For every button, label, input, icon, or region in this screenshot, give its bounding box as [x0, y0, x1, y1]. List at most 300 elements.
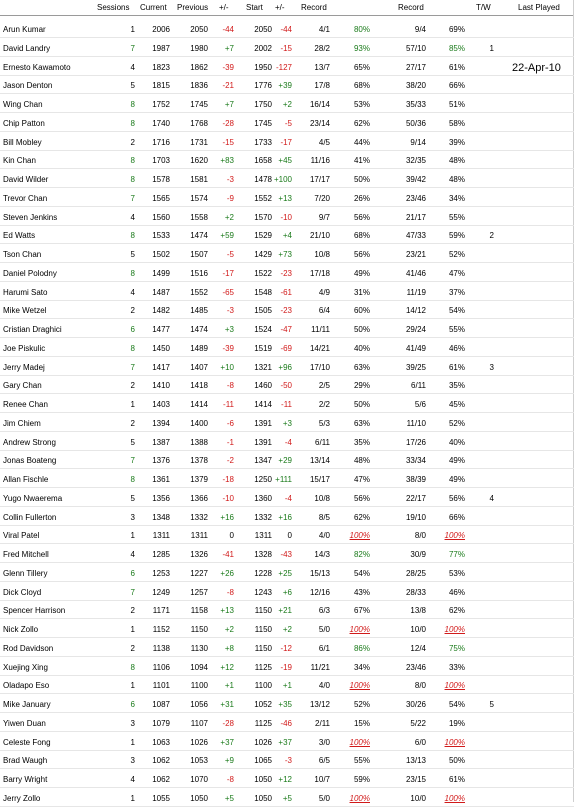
- session-percent-cell: 56%: [353, 212, 370, 222]
- delta-start-cell: -12: [280, 643, 292, 653]
- session-record-cell: 4/0: [318, 681, 330, 691]
- delta-previous-cell: +37: [220, 737, 234, 747]
- current-rating-cell: 1101: [152, 681, 170, 691]
- player-name: Glenn Tillery: [3, 568, 48, 578]
- start-rating-cell: 1391: [254, 437, 272, 447]
- sessions-cell: 2: [130, 606, 135, 616]
- current-rating-cell: 1311: [152, 531, 170, 541]
- header-divider: [0, 15, 574, 16]
- session-percent-cell: 56%: [353, 250, 370, 259]
- session-record-cell: 5/0: [318, 793, 330, 803]
- start-rating-cell: 1065: [254, 756, 272, 766]
- delta-previous-cell: +5: [224, 793, 234, 803]
- session-percent-cell: 100%: [349, 681, 370, 691]
- total-percent-cell: 100%: [444, 681, 465, 691]
- previous-rating-cell: 1257: [190, 587, 208, 597]
- session-percent-cell: 34%: [353, 662, 370, 672]
- delta-previous-cell: -8: [226, 775, 234, 784]
- start-rating-cell: 1524: [254, 325, 272, 334]
- delta-previous-cell: +16: [220, 512, 234, 522]
- delta-start-cell: +25: [278, 568, 292, 578]
- delta-previous-cell: -3: [226, 175, 234, 184]
- session-percent-cell: 50%: [353, 175, 370, 184]
- total-record-cell: 38/39: [405, 475, 426, 484]
- start-rating-cell: 1505: [254, 306, 272, 316]
- total-record-cell: 41/49: [405, 343, 426, 353]
- session-percent-cell: 52%: [353, 700, 370, 709]
- tw-cell: 2: [489, 231, 494, 241]
- delta-start-cell: -47: [280, 325, 292, 334]
- start-rating-cell: 1478: [254, 175, 272, 184]
- player-name: Brad Waugh: [3, 756, 48, 766]
- session-percent-cell: 60%: [353, 306, 370, 316]
- session-percent-cell: 54%: [353, 568, 370, 578]
- start-rating-cell: 1570: [254, 212, 272, 222]
- player-name: Wing Chan: [3, 100, 43, 109]
- start-rating-cell: 1332: [254, 512, 272, 522]
- start-rating-cell: 1321: [254, 362, 272, 372]
- table-row: [0, 76, 574, 94]
- player-name: Steven Jenkins: [3, 212, 58, 222]
- table-row: [0, 751, 574, 769]
- sessions-cell: 2: [130, 137, 135, 147]
- session-record-cell: 16/14: [309, 100, 330, 109]
- table-row: [0, 714, 574, 732]
- delta-start-cell: -61: [280, 287, 292, 297]
- delta-start-cell: +1: [282, 681, 292, 691]
- player-name: Allan Fischle: [3, 475, 49, 484]
- current-rating-cell: 1533: [152, 231, 170, 241]
- table-row: [0, 564, 574, 582]
- session-record-cell: 21/10: [309, 231, 330, 241]
- session-percent-cell: 82%: [353, 550, 370, 559]
- table-row: [0, 20, 574, 38]
- player-name: Tson Chan: [3, 250, 42, 259]
- current-rating-cell: 2006: [152, 25, 170, 34]
- current-rating-cell: 1394: [152, 418, 170, 428]
- table-row: [0, 320, 574, 338]
- session-record-cell: 2/5: [318, 381, 330, 391]
- delta-previous-cell: +1: [224, 681, 234, 691]
- total-percent-cell: 77%: [448, 550, 465, 559]
- delta-start-cell: -4: [284, 493, 292, 503]
- session-record-cell: 4/9: [318, 287, 330, 297]
- sessions-cell: 5: [130, 437, 135, 447]
- delta-start-cell: -23: [280, 268, 292, 278]
- delta-previous-cell: 0: [229, 531, 234, 541]
- delta-start-cell: -50: [280, 381, 292, 391]
- table-row: [0, 470, 574, 488]
- last-played-date: 22-Apr-10: [512, 62, 561, 74]
- session-percent-cell: 62%: [353, 118, 370, 128]
- start-rating-cell: 1460: [254, 381, 272, 391]
- delta-start-cell: -19: [280, 662, 292, 672]
- delta-start-cell: 0: [287, 531, 292, 541]
- delta-previous-cell: -21: [222, 81, 234, 91]
- player-name: Harumi Sato: [3, 287, 48, 297]
- delta-start-cell: -69: [280, 343, 292, 353]
- current-rating-cell: 1752: [152, 100, 170, 109]
- previous-rating-cell: 2050: [190, 25, 208, 34]
- tw-cell: 1: [489, 43, 494, 53]
- total-record-cell: 30/26: [405, 700, 426, 709]
- previous-rating-cell: 1366: [190, 493, 208, 503]
- sessions-cell: 7: [130, 456, 135, 466]
- header-current: Current: [140, 3, 167, 12]
- sessions-cell: 8: [130, 343, 135, 353]
- sessions-cell: 3: [130, 512, 135, 522]
- delta-previous-cell: -39: [222, 343, 234, 353]
- previous-rating-cell: 1070: [190, 775, 208, 784]
- player-name: Mike January: [3, 700, 51, 709]
- player-name: Yiwen Duan: [3, 718, 46, 728]
- current-rating-cell: 1063: [152, 737, 170, 747]
- total-record-cell: 14/12: [405, 306, 426, 316]
- current-rating-cell: 1716: [152, 137, 170, 147]
- player-name: Mike Wetzel: [3, 306, 47, 316]
- table-row: [0, 376, 574, 394]
- start-rating-cell: 1250: [254, 475, 272, 484]
- sessions-cell: 2: [130, 643, 135, 653]
- session-percent-cell: 59%: [353, 775, 370, 784]
- total-record-cell: 33/34: [405, 456, 426, 466]
- previous-rating-cell: 1414: [190, 400, 208, 409]
- current-rating-cell: 1740: [152, 118, 170, 128]
- delta-start-cell: -15: [280, 43, 292, 53]
- player-name: Chip Patton: [3, 118, 45, 128]
- total-percent-cell: 54%: [448, 700, 465, 709]
- session-percent-cell: 63%: [353, 418, 370, 428]
- session-percent-cell: 56%: [353, 493, 370, 503]
- total-percent-cell: 85%: [448, 43, 465, 53]
- table-row: [0, 508, 574, 526]
- previous-rating-cell: 1227: [190, 568, 208, 578]
- previous-rating-cell: 1836: [190, 81, 208, 91]
- delta-previous-cell: +59: [220, 231, 234, 241]
- sessions-cell: 1: [130, 400, 135, 409]
- current-rating-cell: 1450: [152, 343, 170, 353]
- total-percent-cell: 100%: [444, 793, 465, 803]
- session-record-cell: 6/5: [318, 756, 330, 766]
- sessions-cell: 4: [130, 287, 135, 297]
- sessions-cell: 1: [130, 737, 135, 747]
- player-name: Jerry Zollo: [3, 793, 41, 803]
- table-row: [0, 114, 574, 132]
- delta-previous-cell: +3: [224, 325, 234, 334]
- total-record-cell: 30/9: [410, 550, 426, 559]
- current-rating-cell: 1487: [152, 287, 170, 297]
- sessions-cell: 4: [130, 775, 135, 784]
- delta-start-cell: -17: [280, 137, 292, 147]
- sessions-cell: 8: [130, 175, 135, 184]
- total-record-cell: 28/25: [405, 568, 426, 578]
- current-rating-cell: 1502: [152, 250, 170, 259]
- previous-rating-cell: 1379: [190, 475, 208, 484]
- total-percent-cell: 56%: [448, 493, 465, 503]
- table-row: [0, 733, 574, 751]
- delta-previous-cell: +13: [220, 606, 234, 616]
- previous-rating-cell: 1378: [190, 456, 208, 466]
- delta-start-cell: +3: [282, 418, 292, 428]
- header-record-total: Record: [398, 3, 424, 12]
- sessions-cell: 8: [130, 268, 135, 278]
- table-row: [0, 226, 574, 244]
- delta-start-cell: -46: [280, 718, 292, 728]
- delta-previous-cell: +31: [220, 700, 234, 709]
- total-record-cell: 23/46: [405, 193, 426, 203]
- sessions-cell: 8: [130, 100, 135, 109]
- previous-rating-cell: 1107: [190, 718, 208, 728]
- previous-rating-cell: 1558: [190, 212, 208, 222]
- total-percent-cell: 34%: [448, 193, 465, 203]
- delta-start-cell: +45: [278, 156, 292, 166]
- start-rating-cell: 1050: [254, 775, 272, 784]
- session-record-cell: 4/1: [318, 25, 330, 34]
- player-name: Celeste Fong: [3, 737, 51, 747]
- player-name: Collin Fullerton: [3, 512, 57, 522]
- previous-rating-cell: 1768: [190, 118, 208, 128]
- total-percent-cell: 52%: [448, 418, 465, 428]
- total-record-cell: 23/15: [405, 775, 426, 784]
- session-percent-cell: 86%: [353, 643, 370, 653]
- session-record-cell: 7/20: [314, 193, 330, 203]
- previous-rating-cell: 1474: [190, 231, 208, 241]
- total-record-cell: 23/46: [405, 662, 426, 672]
- player-name: Cristian Draghici: [3, 325, 62, 334]
- total-record-cell: 9/14: [410, 137, 426, 147]
- delta-previous-cell: -15: [222, 137, 234, 147]
- start-rating-cell: 1548: [254, 287, 272, 297]
- start-rating-cell: 1125: [254, 662, 272, 672]
- current-rating-cell: 1987: [152, 43, 170, 53]
- start-rating-cell: 1391: [254, 418, 272, 428]
- delta-start-cell: +73: [278, 250, 292, 259]
- current-rating-cell: 1477: [152, 325, 170, 334]
- total-record-cell: 6/0: [414, 737, 426, 747]
- start-rating-cell: 1414: [254, 400, 272, 409]
- previous-rating-cell: 1056: [190, 700, 208, 709]
- session-percent-cell: 35%: [353, 437, 370, 447]
- session-record-cell: 28/2: [314, 43, 330, 53]
- total-record-cell: 8/0: [414, 531, 426, 541]
- current-rating-cell: 1578: [152, 175, 170, 184]
- total-record-cell: 11/10: [406, 418, 426, 428]
- session-percent-cell: 31%: [353, 287, 370, 297]
- delta-start-cell: +16: [278, 512, 292, 522]
- current-rating-cell: 1387: [152, 437, 170, 447]
- total-percent-cell: 69%: [448, 25, 465, 34]
- table-row: [0, 95, 574, 113]
- sessions-cell: 1: [130, 25, 135, 34]
- player-name: Arun Kumar: [3, 25, 46, 34]
- session-record-cell: 10/8: [314, 493, 330, 503]
- delta-start-cell: +4: [282, 231, 292, 241]
- total-percent-cell: 47%: [448, 268, 465, 278]
- current-rating-cell: 1152: [152, 625, 170, 634]
- previous-rating-cell: 1332: [190, 512, 208, 522]
- player-name: David Wilder: [3, 175, 49, 184]
- session-percent-cell: 50%: [353, 325, 370, 334]
- sessions-cell: 8: [130, 156, 135, 166]
- total-record-cell: 35/33: [405, 100, 426, 109]
- total-record-cell: 38/20: [405, 81, 426, 91]
- previous-rating-cell: 1980: [190, 43, 208, 53]
- delta-previous-cell: -65: [222, 287, 234, 297]
- start-rating-cell: 2050: [254, 25, 272, 34]
- player-name: Jonas Boateng: [3, 456, 57, 466]
- sessions-cell: 7: [130, 193, 135, 203]
- delta-start-cell: +13: [278, 193, 292, 203]
- session-percent-cell: 50%: [353, 400, 370, 409]
- previous-rating-cell: 1574: [190, 193, 208, 203]
- total-percent-cell: 61%: [448, 62, 465, 72]
- total-record-cell: 39/42: [405, 175, 426, 184]
- total-percent-cell: 46%: [448, 343, 465, 353]
- total-record-cell: 47/33: [405, 231, 426, 241]
- table-row: [0, 433, 574, 451]
- session-record-cell: 6/11: [315, 437, 330, 447]
- current-rating-cell: 1249: [152, 587, 170, 597]
- session-record-cell: 17/18: [309, 268, 330, 278]
- sessions-cell: 1: [130, 681, 135, 691]
- table-row: [0, 395, 574, 413]
- sessions-cell: 3: [130, 718, 135, 728]
- table-row: [0, 451, 574, 469]
- current-rating-cell: 1253: [152, 568, 170, 578]
- player-name: David Landry: [3, 43, 51, 53]
- start-rating-cell: 1026: [254, 737, 272, 747]
- player-name: Spencer Harrison: [3, 606, 66, 616]
- sessions-cell: 7: [130, 587, 135, 597]
- previous-rating-cell: 1053: [190, 756, 208, 766]
- session-percent-cell: 26%: [353, 193, 370, 203]
- delta-start-cell: -43: [280, 550, 292, 559]
- table-row: [0, 358, 574, 376]
- tw-cell: 5: [489, 700, 494, 709]
- session-percent-cell: 55%: [353, 756, 370, 766]
- start-rating-cell: 1776: [254, 81, 272, 91]
- current-rating-cell: 1055: [152, 793, 170, 803]
- previous-rating-cell: 1507: [190, 250, 208, 259]
- session-percent-cell: 15%: [353, 718, 370, 728]
- start-rating-cell: 1228: [254, 568, 272, 578]
- delta-start-cell: +96: [278, 362, 292, 372]
- previous-rating-cell: 1474: [190, 325, 208, 334]
- header-delta-start: +/-: [275, 3, 285, 12]
- total-percent-cell: 66%: [448, 81, 465, 91]
- total-record-cell: 6/11: [411, 381, 426, 391]
- current-rating-cell: 1410: [152, 381, 170, 391]
- current-rating-cell: 1285: [152, 550, 170, 559]
- current-rating-cell: 1499: [152, 268, 170, 278]
- total-record-cell: 8/0: [414, 681, 426, 691]
- session-percent-cell: 68%: [353, 231, 370, 241]
- delta-previous-cell: +9: [224, 756, 234, 766]
- delta-start-cell: +29: [278, 456, 292, 466]
- delta-start-cell: +21: [278, 606, 292, 616]
- current-rating-cell: 1565: [152, 193, 170, 203]
- total-percent-cell: 50%: [448, 756, 465, 766]
- session-record-cell: 11/21: [310, 662, 330, 672]
- sessions-cell: 5: [130, 250, 135, 259]
- current-rating-cell: 1376: [152, 456, 170, 466]
- previous-rating-cell: 1620: [190, 156, 208, 166]
- previous-rating-cell: 1731: [190, 137, 208, 147]
- delta-previous-cell: -8: [226, 587, 234, 597]
- total-percent-cell: 61%: [448, 362, 465, 372]
- previous-rating-cell: 1862: [190, 62, 208, 72]
- start-rating-cell: 1658: [254, 156, 272, 166]
- session-record-cell: 11/16: [310, 156, 330, 166]
- table-row: [0, 208, 574, 226]
- delta-previous-cell: +10: [220, 362, 234, 372]
- session-record-cell: 13/7: [314, 62, 330, 72]
- current-rating-cell: 1087: [152, 700, 170, 709]
- current-rating-cell: 1361: [152, 475, 170, 484]
- current-rating-cell: 1560: [152, 212, 170, 222]
- sessions-cell: 8: [130, 231, 135, 241]
- header-tw: T/W: [476, 3, 491, 12]
- table-row: [0, 789, 574, 807]
- session-percent-cell: 100%: [349, 531, 370, 541]
- delta-previous-cell: -9: [226, 193, 234, 203]
- player-name: Xuejing Xing: [3, 662, 48, 672]
- previous-rating-cell: 1485: [190, 306, 208, 316]
- start-rating-cell: 1150: [254, 625, 272, 634]
- start-rating-cell: 1552: [254, 193, 272, 203]
- start-rating-cell: 1750: [254, 100, 272, 109]
- start-rating-cell: 1311: [254, 531, 272, 541]
- delta-previous-cell: +12: [220, 662, 234, 672]
- current-rating-cell: 1138: [152, 643, 170, 653]
- total-record-cell: 17/26: [405, 437, 426, 447]
- total-percent-cell: 59%: [448, 231, 465, 241]
- current-rating-cell: 1356: [152, 493, 170, 503]
- delta-start-cell: +100: [273, 175, 292, 184]
- total-percent-cell: 51%: [448, 100, 465, 109]
- sessions-cell: 2: [130, 381, 135, 391]
- table-row: [0, 133, 574, 151]
- previous-rating-cell: 1581: [190, 175, 208, 184]
- current-rating-cell: 1703: [152, 156, 170, 166]
- session-record-cell: 17/10: [309, 362, 330, 372]
- player-name: Renee Chan: [3, 400, 48, 409]
- table-row: [0, 39, 574, 57]
- header-sessions: Sessions: [97, 3, 130, 12]
- sessions-cell: 1: [130, 531, 135, 541]
- session-record-cell: 14/21: [309, 343, 330, 353]
- previous-rating-cell: 1407: [190, 362, 208, 372]
- total-record-cell: 10/0: [410, 793, 426, 803]
- header-record: Record: [301, 3, 327, 12]
- table-row: [0, 583, 574, 601]
- start-rating-cell: 1328: [254, 550, 272, 559]
- session-percent-cell: 53%: [353, 100, 370, 109]
- session-record-cell: 6/3: [318, 606, 330, 616]
- delta-previous-cell: -18: [222, 475, 234, 484]
- delta-previous-cell: +2: [224, 212, 234, 222]
- total-percent-cell: 100%: [444, 531, 465, 541]
- total-record-cell: 23/21: [405, 250, 426, 259]
- player-name: Dick Cloyd: [3, 587, 42, 597]
- session-record-cell: 11/11: [311, 325, 330, 334]
- header-delta-previous: +/-: [219, 3, 229, 12]
- sessions-cell: 4: [130, 212, 135, 222]
- player-name: Fred Mitchell: [3, 550, 49, 559]
- player-name: Bill Mobley: [3, 137, 42, 147]
- table-row: [0, 695, 574, 713]
- previous-rating-cell: 1311: [190, 531, 208, 541]
